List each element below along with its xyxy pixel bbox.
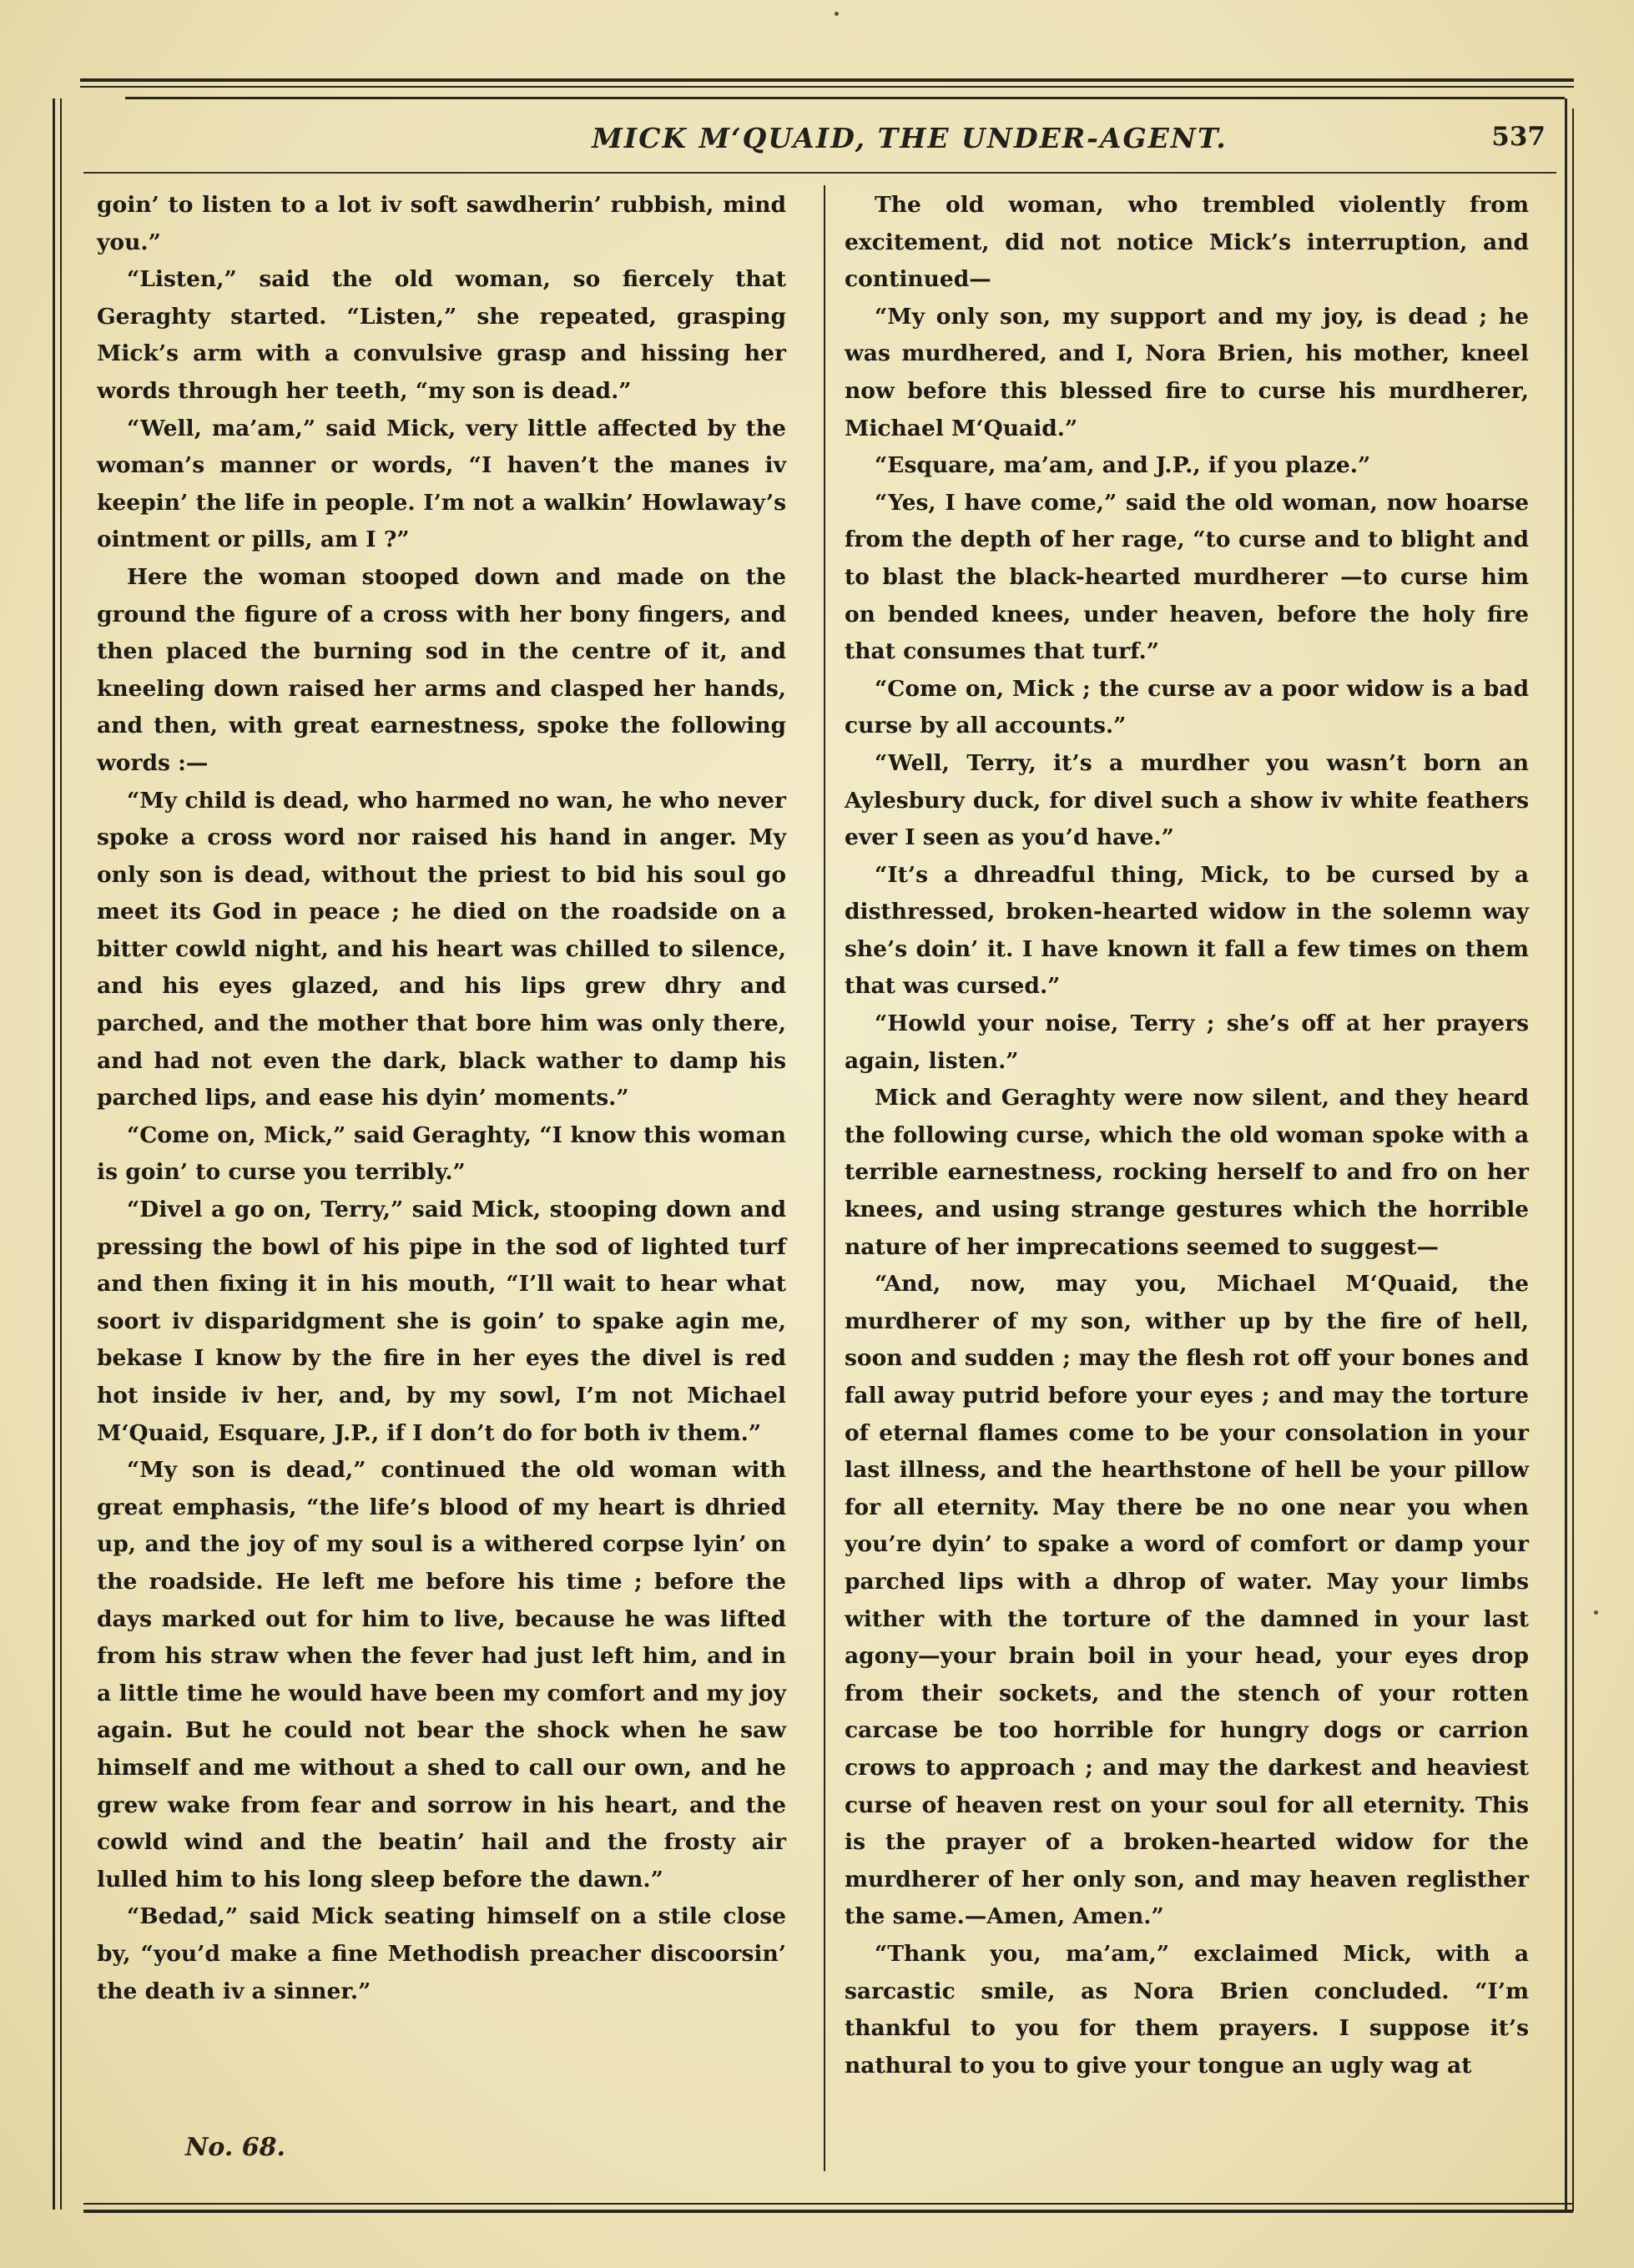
paper-speck — [1594, 1610, 1598, 1615]
paragraph: The old woman, who trembled violently from excitement, did not notice Mick’s interruption, and continued— — [845, 192, 1529, 293]
paragraph: “My child is dead, who harmed no wan, he who never spoke a cross word nor raised his hand in anger. My only son is dead, without the priest to bid his soul go meet its God in peace ; he died on the roadside on a bitter cowld night, and his heart was chilled to silence, and his eyes glazed, and his lips grew dhry and parched, and the mother that bore him was only there, and had not even the dark, black wather to damp his parched lips, and ease his dyin’ moments.” — [97, 787, 786, 1111]
right-border-rule — [1565, 98, 1567, 2210]
top-border-rule-thin — [80, 86, 1574, 88]
paper-speck — [835, 12, 839, 16]
paragraph: “Howld your noise, Terry ; she’s off at her prayers again, listen.” — [845, 1011, 1529, 1074]
running-header — [83, 122, 1561, 169]
paragraph: “Esquare, ma’am, and J.P., if you plaze.” — [875, 452, 1371, 479]
paragraph: “Come on, Mick,” said Geraghty, “I know this woman is goin’ to curse you terribly.” — [97, 1121, 786, 1186]
paragraph: “Well, ma’am,” said Mick, very little affected by the woman’s manner or words, “I haven’t the manes iv keepin’ the life in people. I’m not a walkin’ Howlaway’s ointment or pills, am I ?” — [97, 415, 786, 553]
paragraph: “It’s a dhreadful thing, Mick, to be cursed by a disthressed, broken-hearted widow in the solemn way she’s doin’ it. I have known it fall a few times on them that was cursed.” — [845, 861, 1529, 1000]
column-divider — [824, 185, 825, 2171]
paragraph: “Well, Terry, it’s a murdher you wasn’t born an Aylesbury duck, for divel such a show iv white feathers ever I seen as you’d have.” — [845, 749, 1529, 851]
paragraph: “Yes, I have come,” said the old woman, now hoarse from the depth of her rage, “to curse and to blight and to blast the black-hearted murdherer —to curse him on bended knees, under heaven, before the holy fire that consumes that turf.” — [845, 489, 1529, 665]
paragraph: “Divel a go on, Terry,” said Mick, stooping down and pressing the bowl of his pipe in the sod of lighted turf and then fixing it in his mouth, “I’ll wait to hear what soort iv disparidgment she is goin’ to spake agin me, bekase I know by the fire in her eyes the divel is red hot inside iv her, and, by my sowl, I’m not Michael M‘Quaid, Esquare, J.P., if I don’t do for both iv them.” — [97, 1197, 786, 1446]
paragraph: “My only son, my support and my joy, is dead ; he was murdhered, and I, Nora Brien, his mother, kneel now before this blessed fire to curse his murdherer, Michael M‘Quaid.” — [845, 303, 1529, 441]
paragraph: “And, now, may you, Michael M‘Quaid, the murdherer of my son, wither up by the fire of hell, soon and sudden ; may the flesh rot off your bones and fall away putrid before your eyes ; and may the torture of eternal flames come to be your consolation in your last illness, and the hearthstone of hell be your pillow for all eternity. May there be no one near you when you’re dyin’ to spake a word of comfort or damp your parched lips with a dhrop of water. May your limbs wither with the torture of the damned in your last agony—your brain boil in your head, your eyes drop from their sockets, and the stench of your rotten carcase be too horrible for hungry dogs or carrion crows to approach ; and may the darkest and heaviest curse of heaven rest on your soul for all eternity. This is the prayer of a broken-hearted widow for the murdherer of her only son, and may heaven reglisther the same.—Amen, Amen.” — [845, 1271, 1529, 1930]
left-column — [97, 187, 786, 2010]
right-column — [845, 187, 1529, 2084]
signature-mark: No. 68. — [185, 2133, 285, 2162]
paragraph: “My son is dead,” continued the old woman with great emphasis, “the life’s blood of my heart is dhried up, and the joy of my soul is a withered corpse lyin’ on the roadside. He left me before his time ; before the days marked out for him to live, because he was lifted from his straw when the fever had just left him, and in a little time he would have been my comfort and my joy again. But he could not bear the shock when he saw himself and me without a shed to call our own, and he grew wake from fear and sorrow in his heart, and the cowld wind and the beatin’ hail and the frosty air lulled him to his long sleep before the dawn.” — [97, 1457, 786, 1893]
header-rule — [83, 172, 1556, 174]
paragraph: “Listen,” said the old woman, so fiercely that Geraghty started. “Listen,” she repeated, grasping Mick’s arm with a convulsive grasp and hissing her words through her teeth, “my son is dead.” — [97, 266, 786, 404]
right-border-rule-thin — [1572, 108, 1574, 2211]
bottom-border-rule — [83, 2210, 1573, 2213]
paragraph: “Come on, Mick ; the curse av a poor widow is a bad curse by all accounts.” — [845, 675, 1529, 739]
left-border-rule-thin — [60, 98, 62, 2210]
paragraph: “Thank you, ma’am,” exclaimed Mick, with a sarcastic smile, as Nora Brien concluded. “I’m thankful to you for them prayers. I suppose it’s nathural to you to give your tongue an ugly wag at — [845, 1940, 1529, 2079]
top-border-rule-inner — [125, 97, 1565, 99]
top-border-rule — [80, 78, 1574, 82]
running-title: MICK M‘QUAID, THE UNDER-AGENT. — [592, 122, 1228, 154]
paragraph: Mick and Geraghty were now silent, and they heard the following curse, which the old woman spoke with a terrible earnestness, rocking herself to and fro on her knees, and using strange gestures which the horrible nature of her imprecations seemed to suggest— — [845, 1085, 1529, 1260]
paragraph: “Bedad,” said Mick seating himself on a stile close by, “you’d make a fine Methodish preacher discoorsin’ the death iv a sinner.” — [97, 1903, 786, 2004]
bottom-border-rule-thin — [83, 2203, 1573, 2205]
paragraph: Here the woman stooped down and made on the ground the figure of a cross with her bony fingers, and then placed the burning sod in the centre of it, and kneeling down raised her arms and clasped her hands, and then, with great earnestness, spoke the following words :— — [97, 563, 786, 776]
paragraph: goin’ to listen to a lot iv soft sawdherin’ rubbish, mind you.” — [97, 192, 786, 255]
left-border-rule — [53, 98, 55, 2210]
page-number: 537 — [1491, 122, 1546, 152]
